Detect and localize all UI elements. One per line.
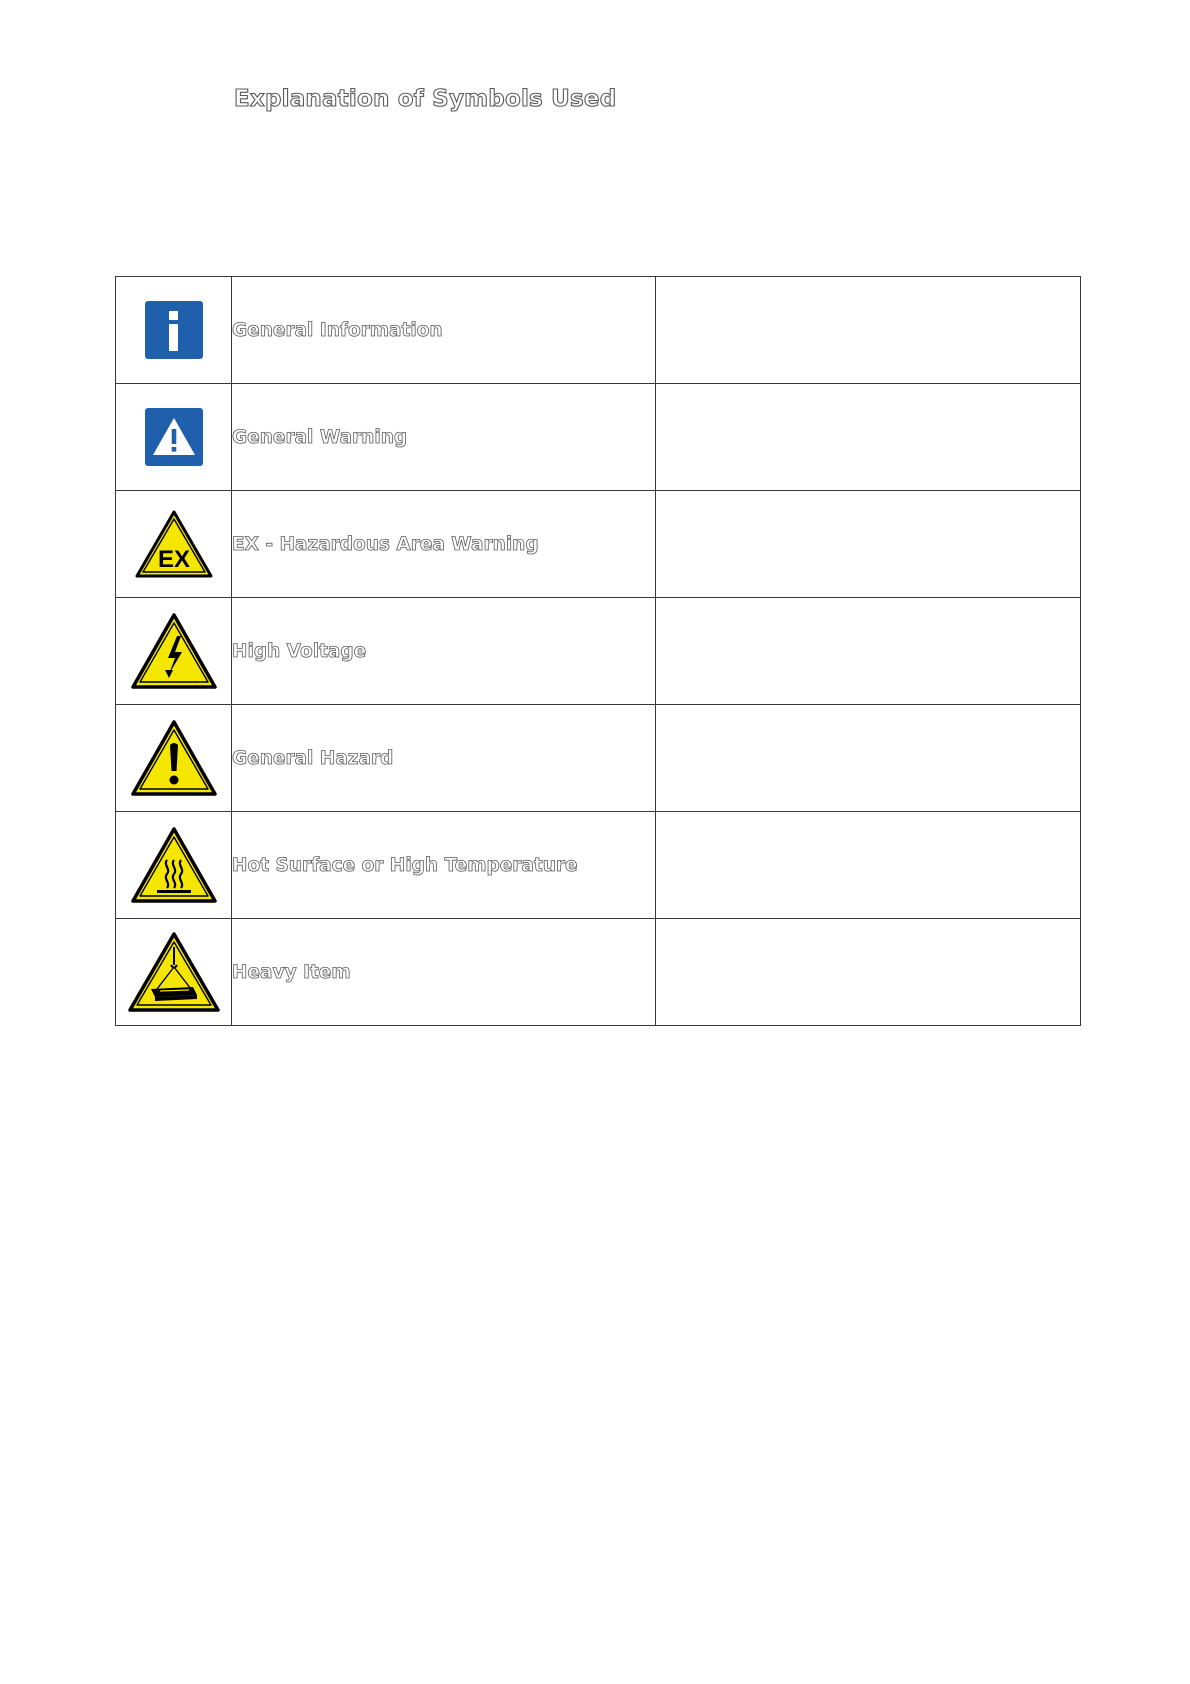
high-voltage-icon	[130, 612, 218, 690]
table-row	[116, 277, 1081, 384]
label-cell	[232, 384, 656, 491]
description-cell	[656, 919, 1081, 1026]
symbol-cell	[116, 598, 232, 705]
symbol-label: General Information	[232, 319, 443, 341]
table-row	[116, 812, 1081, 919]
symbols-table	[115, 276, 1081, 1026]
symbol-label: High Voltage	[232, 640, 367, 662]
label-cell	[232, 277, 656, 384]
symbol-cell	[116, 491, 232, 598]
general-hazard-icon	[130, 719, 218, 797]
ex-hazardous-area-icon	[134, 509, 214, 579]
symbol-cell	[116, 919, 232, 1026]
symbol-label: Hot Surface or High Temperature	[232, 854, 578, 876]
table-row	[116, 384, 1081, 491]
hot-surface-icon	[130, 826, 218, 904]
label-cell	[232, 491, 656, 598]
description-cell	[656, 598, 1081, 705]
description-cell	[656, 705, 1081, 812]
description-cell	[656, 277, 1081, 384]
symbol-label: Heavy Item	[232, 961, 351, 983]
description-cell	[656, 812, 1081, 919]
general-warning-icon	[145, 408, 203, 466]
table-row	[116, 919, 1081, 1026]
symbol-cell	[116, 705, 232, 812]
symbol-cell	[116, 277, 232, 384]
symbol-label: EX - Hazardous Area Warning	[232, 533, 539, 555]
page-title: Explanation of Symbols Used	[234, 86, 617, 112]
symbol-cell	[116, 812, 232, 919]
description-cell	[656, 491, 1081, 598]
description-cell	[656, 384, 1081, 491]
information-icon	[145, 301, 203, 359]
table-row	[116, 491, 1081, 598]
table-row	[116, 598, 1081, 705]
table-row	[116, 705, 1081, 812]
heavy-item-icon	[127, 931, 221, 1013]
label-cell	[232, 919, 656, 1026]
symbol-label: General Hazard	[232, 747, 394, 769]
label-cell	[232, 598, 656, 705]
symbol-cell	[116, 384, 232, 491]
label-cell	[232, 812, 656, 919]
label-cell	[232, 705, 656, 812]
symbol-label: General Warning	[232, 426, 408, 448]
ex-icon-text: EX	[157, 546, 190, 573]
